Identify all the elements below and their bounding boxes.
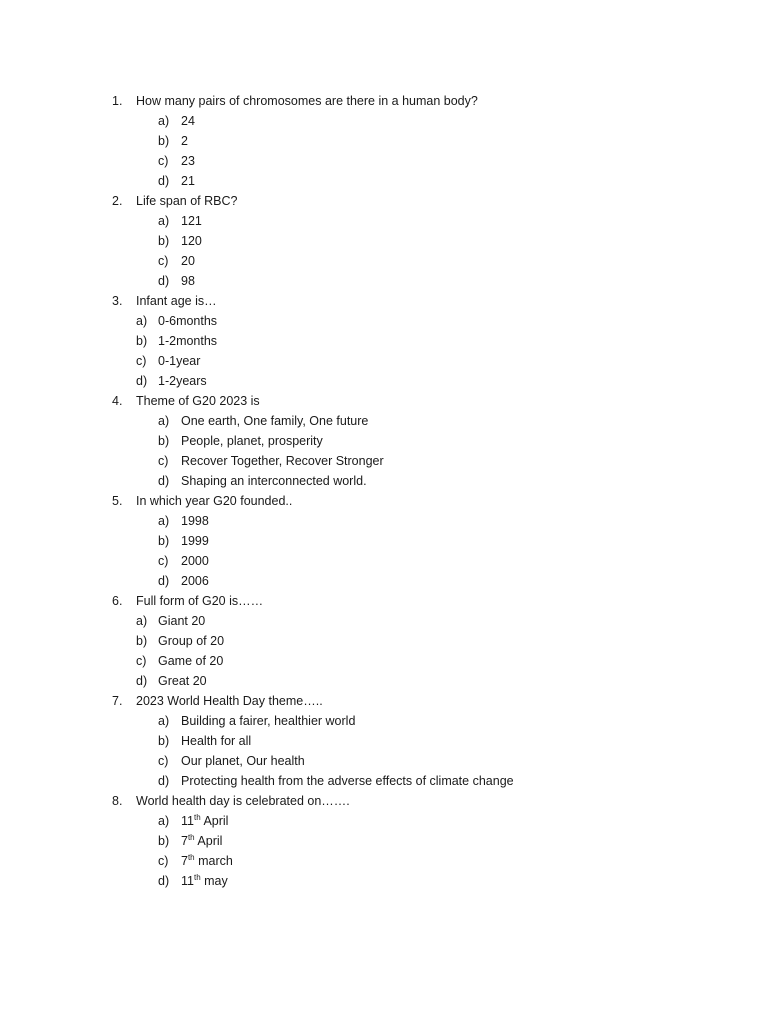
- option-value-rest: march: [194, 854, 233, 868]
- option-value: 98: [181, 274, 195, 288]
- option-line: [0, 351, 768, 371]
- option-text: [181, 471, 367, 491]
- option-text: [181, 811, 228, 831]
- option-text: [181, 431, 323, 451]
- question-line: [0, 291, 768, 311]
- question-block: [0, 491, 768, 591]
- option-line: [0, 571, 768, 591]
- option-line: [0, 511, 768, 531]
- option-text: [181, 231, 202, 251]
- option-label: a): [136, 314, 148, 328]
- ordinal-suffix: th: [187, 853, 195, 862]
- option-line: [0, 611, 768, 631]
- option-label: b): [136, 634, 148, 648]
- option-label: a): [158, 514, 170, 528]
- option-line: [0, 811, 768, 831]
- option-line: [0, 231, 768, 251]
- option-value: Game of 20: [158, 654, 224, 668]
- option-text: [181, 831, 222, 851]
- option-text: [181, 271, 195, 291]
- option-line: [0, 871, 768, 891]
- option-value: 2000: [181, 554, 209, 568]
- option-value: Our planet, Our health: [181, 754, 305, 768]
- option-line: [0, 551, 768, 571]
- option-line: [0, 251, 768, 271]
- option-line: [0, 831, 768, 851]
- option-value: 1999: [181, 534, 209, 548]
- quiz-document: [0, 91, 768, 891]
- option-text: [181, 451, 384, 471]
- option-label: a): [158, 714, 170, 728]
- option-value: 2006: [181, 574, 209, 588]
- option-label: c): [158, 154, 169, 168]
- option-line: [0, 471, 768, 491]
- question-number: 2.: [112, 194, 123, 208]
- option-label: a): [158, 214, 170, 228]
- option-label: d): [158, 574, 170, 588]
- option-text: [181, 551, 209, 571]
- option-label: a): [158, 814, 170, 828]
- option-label: d): [158, 474, 170, 488]
- option-text: [181, 531, 209, 551]
- option-line: [0, 211, 768, 231]
- option-text: [181, 411, 368, 431]
- option-text: [181, 751, 305, 771]
- option-text: [181, 871, 228, 891]
- question-block: [0, 291, 768, 391]
- option-value: 1998: [181, 514, 209, 528]
- question-line: [0, 691, 768, 711]
- question-number: 1.: [112, 94, 123, 108]
- option-value: Great 20: [158, 674, 207, 688]
- option-line: [0, 131, 768, 151]
- option-label: c): [136, 654, 147, 668]
- option-text: [158, 351, 200, 371]
- option-line: [0, 371, 768, 391]
- option-line: [0, 731, 768, 751]
- ordinal-suffix: th: [187, 833, 195, 842]
- option-label: d): [158, 774, 170, 788]
- option-value-rest: may: [200, 874, 228, 888]
- option-label: d): [158, 174, 170, 188]
- question-block: [0, 591, 768, 691]
- option-text: [181, 211, 202, 231]
- question-number: 5.: [112, 494, 123, 508]
- option-value: 11: [181, 874, 194, 888]
- option-line: [0, 531, 768, 551]
- option-label: a): [136, 614, 148, 628]
- option-value-rest: April: [200, 814, 229, 828]
- question-text: 2023 World Health Day theme…..: [136, 694, 323, 708]
- option-text: [158, 611, 205, 631]
- option-value: Protecting health from the adverse effects of climate change: [181, 774, 514, 788]
- question-number: 7.: [112, 694, 123, 708]
- option-label: d): [158, 874, 170, 888]
- option-label: b): [136, 334, 148, 348]
- ordinal-suffix: th: [193, 873, 201, 882]
- question-number: 4.: [112, 394, 123, 408]
- option-line: [0, 111, 768, 131]
- question-number: 3.: [112, 294, 123, 308]
- option-text: [181, 131, 188, 151]
- question-line: [0, 491, 768, 511]
- option-label: c): [136, 354, 147, 368]
- option-line: [0, 271, 768, 291]
- question-block: [0, 91, 768, 191]
- option-text: [181, 171, 195, 191]
- option-text: [158, 631, 224, 651]
- option-value: 7: [181, 834, 188, 848]
- option-line: [0, 171, 768, 191]
- question-number: 6.: [112, 594, 123, 608]
- option-value-rest: April: [194, 834, 223, 848]
- option-value: 20: [181, 254, 195, 268]
- question-block: [0, 391, 768, 491]
- ordinal-suffix: th: [193, 813, 201, 822]
- question-block: [0, 691, 768, 791]
- option-line: [0, 411, 768, 431]
- option-label: b): [158, 234, 170, 248]
- option-value: 120: [181, 234, 202, 248]
- option-label: b): [158, 534, 170, 548]
- option-text: [181, 731, 251, 751]
- option-value: 24: [181, 114, 195, 128]
- option-line: [0, 151, 768, 171]
- option-label: c): [158, 754, 169, 768]
- question-text: How many pairs of chromosomes are there in a human body?: [136, 94, 478, 108]
- question-text: In which year G20 founded..: [136, 494, 293, 508]
- option-value: People, planet, prosperity: [181, 434, 323, 448]
- question-text: World health day is celebrated on…….: [136, 794, 350, 808]
- option-value: Shaping an interconnected world.: [181, 474, 367, 488]
- option-line: [0, 771, 768, 791]
- option-label: c): [158, 254, 169, 268]
- option-text: [181, 571, 209, 591]
- question-line: [0, 91, 768, 111]
- option-value: 21: [181, 174, 195, 188]
- option-label: b): [158, 434, 170, 448]
- option-line: [0, 451, 768, 471]
- option-value: 11: [181, 814, 194, 828]
- option-value: 0-6months: [158, 314, 218, 328]
- option-label: d): [158, 274, 170, 288]
- question-text: Theme of G20 2023 is: [136, 394, 260, 408]
- option-label: d): [136, 674, 148, 688]
- question-line: [0, 591, 768, 611]
- option-value: 1-2years: [158, 374, 207, 388]
- option-label: c): [158, 454, 169, 468]
- option-value: 23: [181, 154, 195, 168]
- option-value: 7: [181, 854, 188, 868]
- question-text: Infant age is…: [136, 294, 217, 308]
- option-text: [181, 151, 195, 171]
- option-line: [0, 431, 768, 451]
- option-label: d): [136, 374, 148, 388]
- option-label: a): [158, 414, 170, 428]
- option-value: One earth, One family, One future: [181, 414, 369, 428]
- option-line: [0, 711, 768, 731]
- option-line: [0, 751, 768, 771]
- option-value: 0-1year: [158, 354, 201, 368]
- option-label: c): [158, 554, 169, 568]
- option-label: b): [158, 834, 170, 848]
- option-text: [181, 711, 355, 731]
- question-text: Life span of RBC?: [136, 194, 238, 208]
- option-line: [0, 651, 768, 671]
- question-block: [0, 191, 768, 291]
- option-line: [0, 671, 768, 691]
- option-text: [158, 331, 217, 351]
- option-text: [181, 511, 209, 531]
- question-block: [0, 791, 768, 891]
- option-label: b): [158, 134, 170, 148]
- option-value: 2: [181, 134, 188, 148]
- question-line: [0, 191, 768, 211]
- option-value: Recover Together, Recover Stronger: [181, 454, 384, 468]
- option-text: [158, 371, 207, 391]
- option-line: [0, 631, 768, 651]
- option-value: Health for all: [181, 734, 252, 748]
- option-value: Giant 20: [158, 614, 206, 628]
- option-text: [181, 771, 514, 791]
- option-line: [0, 851, 768, 871]
- option-text: [158, 311, 217, 331]
- option-text: [181, 851, 233, 871]
- option-value: Building a fairer, healthier world: [181, 714, 356, 728]
- question-line: [0, 391, 768, 411]
- option-text: [181, 111, 195, 131]
- question-line: [0, 791, 768, 811]
- option-label: b): [158, 734, 170, 748]
- question-text: Full form of G20 is……: [136, 594, 264, 608]
- option-value: 1-2months: [158, 334, 218, 348]
- option-label: c): [158, 854, 169, 868]
- option-value: 121: [181, 214, 202, 228]
- option-text: [181, 251, 195, 271]
- option-text: [158, 671, 207, 691]
- option-line: [0, 311, 768, 331]
- question-number: 8.: [112, 794, 123, 808]
- option-label: a): [158, 114, 170, 128]
- option-value: Group of 20: [158, 634, 225, 648]
- option-line: [0, 331, 768, 351]
- option-text: [158, 651, 223, 671]
